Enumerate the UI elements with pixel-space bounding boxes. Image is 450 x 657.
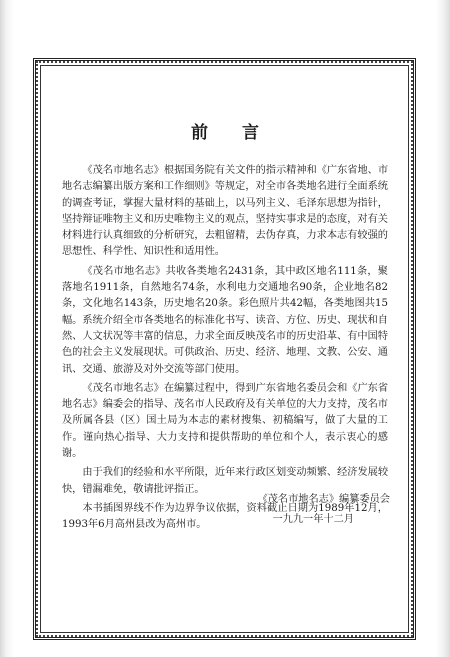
paragraph-5: 本书插图界线不作为边界争议依据，资料截止日期为1989年12月，1993年6月高州县改为高州市。 — [62, 502, 388, 531]
signature-date: 一九九一年十二月 — [272, 514, 354, 525]
preface-body — [62, 108, 388, 537]
paragraph-4: 由于我们的经验和水平所限，近年来行政区划变动频繁、经济发展较快，错漏难免，敬请批评指正。 — [62, 467, 389, 495]
signature-committee: 《茂名市地名志》编纂委员会 — [257, 494, 390, 505]
paragraph-1: 《茂名市地名志》根据国务院有关文件的指示精神和《广东省地、市地名志编纂出版方案和工作细则》等规定，对全市各类地名进行全面系统的调查考证，掌握大量材料的基础上，以马列主义、毛泽东思想为指针，坚持辩证唯物主义和历史唯物主义的观点，坚持实事求是的态度，对有关材料进行认真细致的分析研究，去粗留精，去伪存真，力求本志有较强的思想性、科学性、知识性和适用性。 — [62, 165, 389, 258]
signature-block — [210, 490, 390, 530]
page-title: 前 言 — [191, 123, 273, 143]
paragraph-3: 《茂名市地名志》在编纂过程中，得到广东省地名委员会和《广东省地名志》编委会的指导、茂名市人民政府及有关单位的大力支持，茂名市及所属各县（区）国土局为本志的素材搜集、初稿编写，做了大量的工作。谨向热心指导、大力支持和提供帮助的单位和个人，表示衷心的感谢。 — [62, 382, 389, 460]
paragraph-2: 《茂名市地名志》共收各类地名2431条，其中政区地名111条，聚落地名1911条，自然地名74条，水利电力交通地名90条，企业地名82条，文化地名143条，历史地名20条。彩色照片共42幅，各类地图共15幅。系统介绍全市各类地名的标准化书写、读音、方位、历史、现状和自然、人文状况等丰富的信息，力求全面反映茂名市的历史沿革、有中国特色的社会主义发展现状。可供政治、历史、经济、地理、文教、公安、通讯、交通、旅游及对外交流等部门使用。 — [62, 265, 388, 375]
